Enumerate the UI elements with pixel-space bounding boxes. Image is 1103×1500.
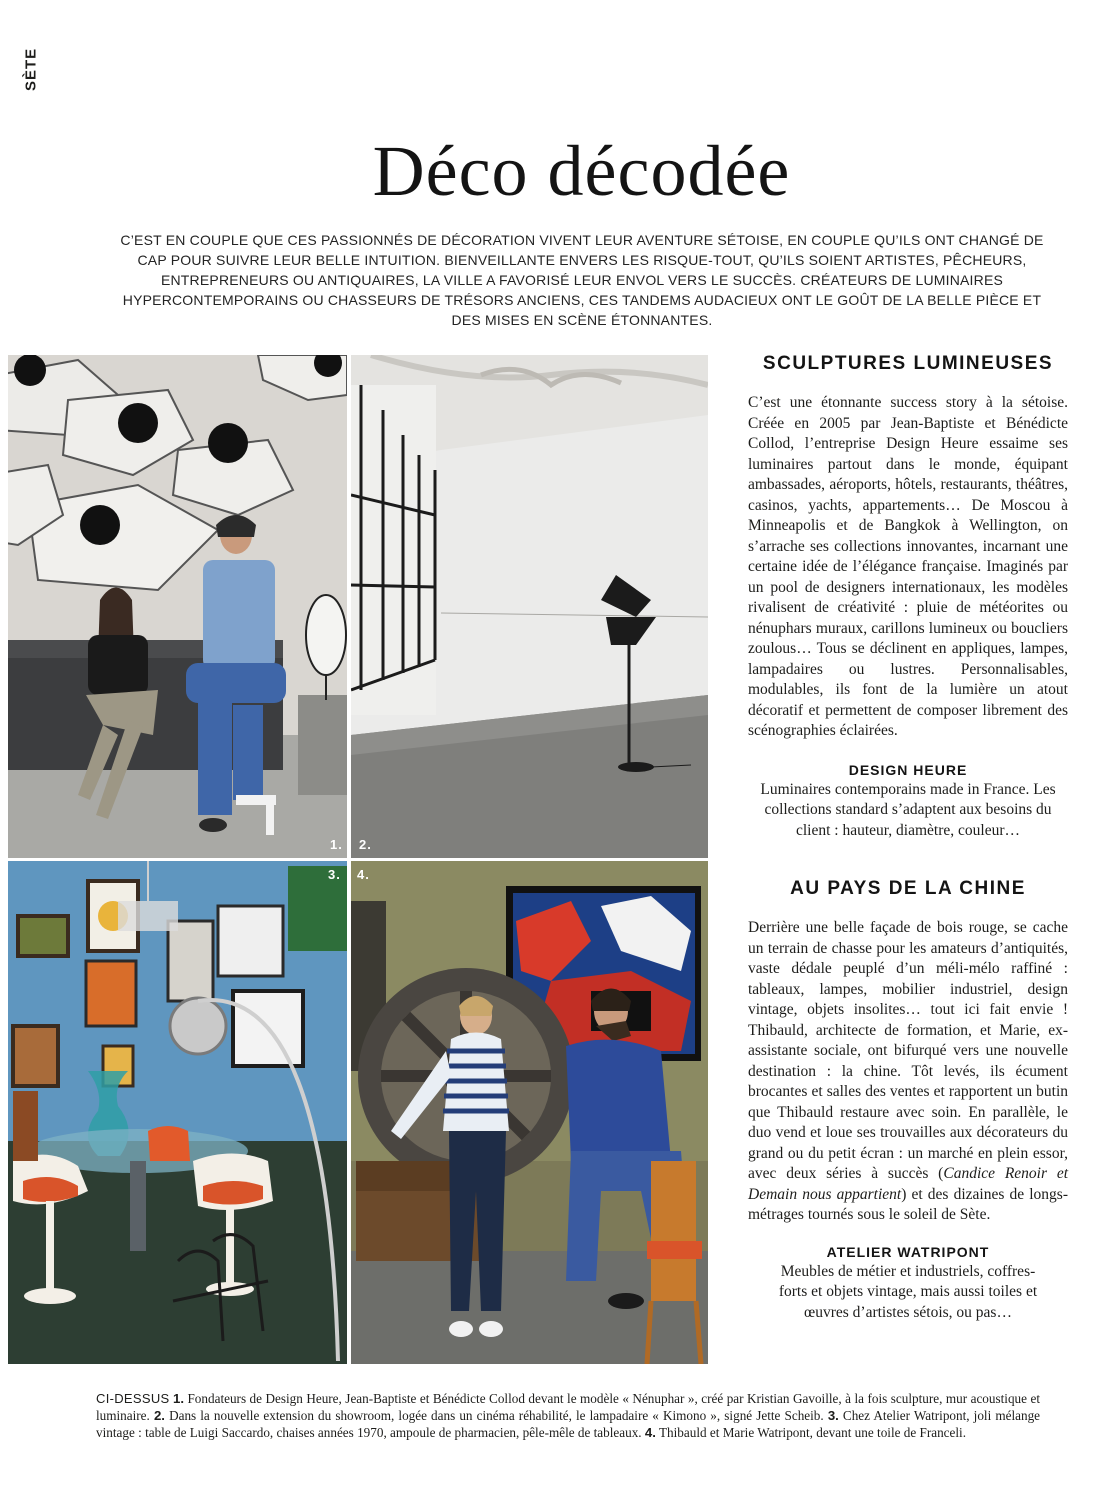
photo-number: 4. bbox=[357, 867, 370, 882]
photo-caption bbox=[96, 1390, 1040, 1441]
caption-text: Chez Atelier Watripont, joli mélange vintage : table de Luigi Saccardo, chaises années 1970, ampoule de pharmacien, pêle-mêle de tableaux. bbox=[96, 1408, 1041, 1440]
section-tag: SÈTE bbox=[22, 47, 40, 91]
info-box-text: Luminaires contemporains made in France. Les collections standard s’adaptent aux besoins du client : hauteur, diamètre, couleur… bbox=[760, 780, 1056, 839]
info-box-title: ATELIER WATRIPONT bbox=[826, 1243, 990, 1260]
photo-atelier-watripont-interior bbox=[8, 861, 347, 1364]
article-body-text: Derrière une belle façade de bois rouge, se cache un terrain de chasse pour les amateurs d’antiquités, vaste dédale peuplé d’un méli-mélo raffiné : tableaux, lampes, mobilier industriel, design vintage, objets insolites… tout ici fait envie ! Thibauld, architecte de formation, et Marie, ex-assistante sociale, ont bifurqué vers une nouvelle destination : la chine. Tôt levés, ils écument brocantes et salles des ventes et rapportent un butin que Thibauld restaure avec soin. En parallèle, le duo vend et loue ses trouvailles aux décorateurs du grand ou du petit écran : un marché en plein essor, avec deux séries à succès ( bbox=[748, 919, 1068, 1182]
article-sculptures-lumineuses bbox=[748, 353, 1068, 841]
article-body: C’est une étonnante success story à la sétoise. Créée en 2005 par Jean-Baptiste et Bénédicte Collod, l’entreprise Design Heure essaime ses luminaires partout dans le monde, équipant ambassades, aéroports, hôtels, restaurants, théâtres, casinos, yachts, appartements… De Moscou à Minneapolis et de Bangkok à Wellington, on s’arrache ses collections innovantes, incarnant une certaine idée de l’élégance française. Imaginés par un pool de designers internationaux, les modèles rivalisent de créativité : pluie de météorites ou nénuphars muraux, carillons lumineux ou boucliers zoulous… Tous se déclinent en appliques, lampes, lampadaires ou lustres. Personnalisables, modulables, ils font de la lumière un atout décoratif et permettent de composer librement des scénographies éclairées. bbox=[748, 394, 1068, 739]
caption-number: 4. bbox=[644, 1425, 656, 1440]
article-body-series-titles: Candice Renoir et Demain nous appartient bbox=[748, 1165, 1069, 1203]
article-heading: SCULPTURES LUMINEUSES bbox=[762, 353, 1054, 374]
article-au-pays-de-la-chine bbox=[748, 878, 1068, 1323]
photo-number: 1. bbox=[330, 837, 343, 852]
caption-text: Dans la nouvelle extension du showroom, logée dans un cinéma réhabilité, le lampadaire « Kimono », signé Jette Scheib. bbox=[169, 1408, 824, 1423]
info-box-text: Meubles de métier et industriels, coffres-forts et objets vintage, mais aussi toiles et œuvres d’artistes sétois, ou pas… bbox=[778, 1262, 1038, 1321]
photo-showroom-kimono-lamp bbox=[351, 355, 708, 858]
caption-text: Fondateurs de Design Heure, Jean-Baptiste et Bénédicte Collod devant le modèle « Nénuphar », créé par Kristian Gavoille, à la fois sculpture, mur acoustique et luminaire. bbox=[96, 1391, 1040, 1423]
caption-number: 3. bbox=[827, 1408, 839, 1423]
article-heading: AU PAYS DE LA CHINE bbox=[790, 878, 1026, 899]
photo-number: 2. bbox=[359, 837, 372, 852]
info-box-title: DESIGN HEURE bbox=[848, 761, 968, 778]
article-body bbox=[748, 918, 1068, 1226]
intro-paragraph: C’EST EN COUPLE QUE CES PASSIONNÉS DE DÉCORATION VIVENT LEUR AVENTURE SÉTOISE, EN COUPLE QU’ILS ONT CHANGÉ DE CAP POUR SUIVRE LEUR BELLE INTUITION. BIENVEILLANTE ENVERS LES RISQUE-TOUT, QU’ILS SOIENT ARTISTES, PÊCHEURS, ENTREPRENEURS OU ANTIQUAIRES, LA VILLE A FAVORISÉ LEUR ENVOL VERS LE SUCCÈS. CRÉATEURS DE LUMINAIRES HYPERCONTEMPORAINS OU CHASSEURS DE TRÉSORS ANCIENS, CES TANDEMS AUDACIEUX ONT LE GOÛT DE LA BELLE PIÈCE ET DES MISES EN SCÈNE ÉTONNANTES. bbox=[120, 232, 1044, 328]
photo-number: 3. bbox=[328, 867, 341, 882]
page-title: Déco décodée bbox=[372, 131, 791, 211]
photo-design-heure-founders bbox=[8, 355, 347, 858]
caption-lead: CI-DESSUS bbox=[96, 1391, 170, 1406]
article-body-text-end: ) et des dizaines de longs-métrages tournés sous le soleil de Sète. bbox=[748, 1185, 1068, 1223]
caption-number: 2. bbox=[153, 1408, 165, 1423]
caption-number: 1. bbox=[172, 1391, 184, 1406]
caption-text: Thibauld et Marie Watripont, devant une toile de Franceli. bbox=[658, 1425, 967, 1440]
photo-watripont-couple bbox=[351, 861, 708, 1364]
